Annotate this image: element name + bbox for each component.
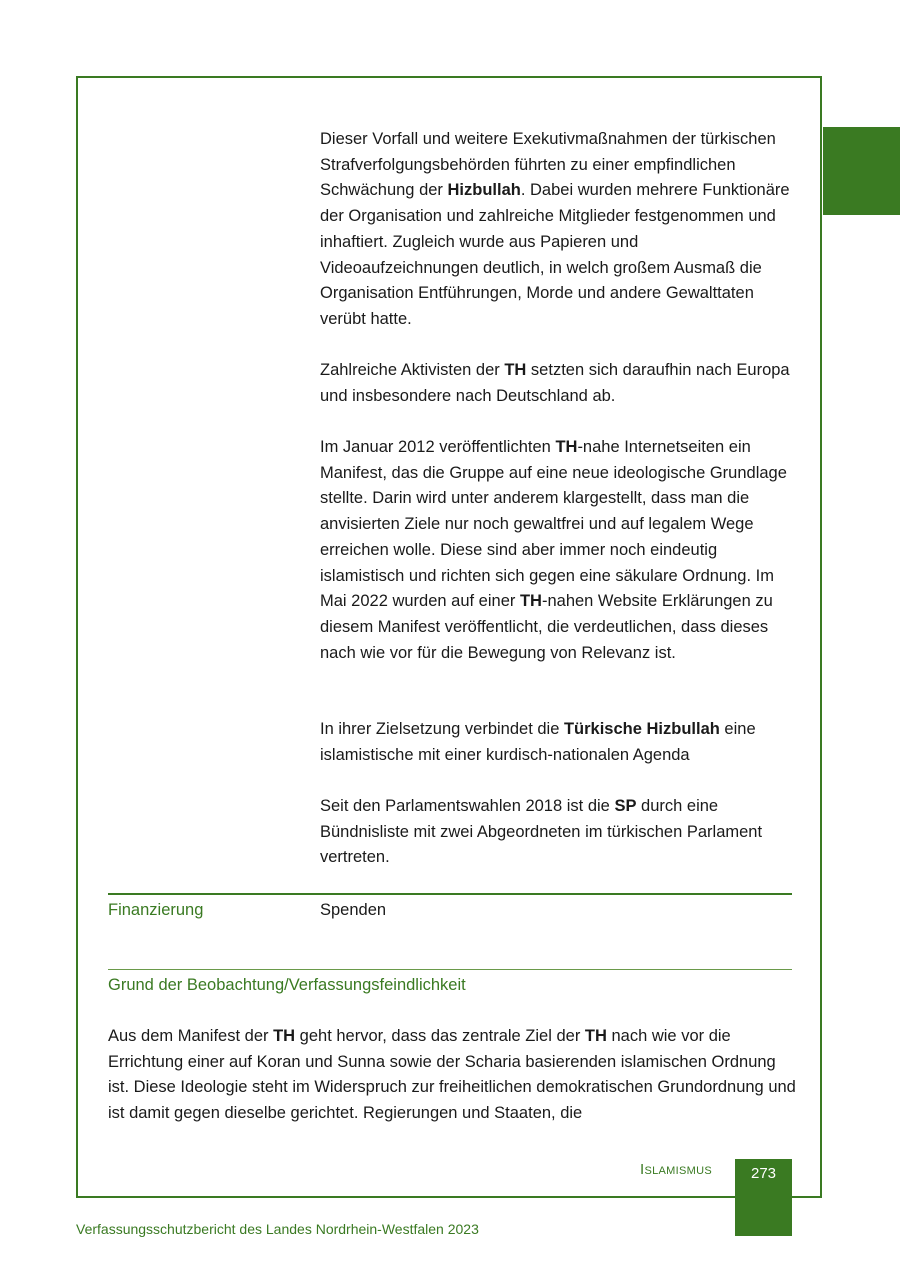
- section-name: Islamismus: [640, 1161, 712, 1178]
- observation-divider: [108, 969, 792, 970]
- page-number-box: [735, 1159, 792, 1236]
- report-title: Verfassungsschutzbericht des Landes Nordrhein-Westfalen 2023: [76, 1221, 479, 1237]
- paragraph-activists-europe: Zahlreiche Aktivisten der TH setzten sich daraufhin nach Europa und insbesondere nach Deutschland ab.: [320, 361, 790, 405]
- paragraph-manifest-2012: Im Januar 2012 veröffentlichten TH-nahe Internetseiten ein Manifest, das die Gruppe auf eine neue ideologische Grundlage stellte. Darin wird unter anderem klargestellt, dass man die anvisierten Ziele nur noch gewaltfrei und auf legalem Wege erreichen wolle. Diese sind aber immer noch eindeutig islamistisch und richten sich gegen eine säkulare Ordnung. Im Mai 2022 wurden auf einer TH-nahen Website Erklärungen zu diesem Manifest veröffentlicht, die verdeutlichen, dass dieses nach wie vor für die Bewegung von Relevanz ist.: [320, 438, 787, 662]
- page-number: 273: [750, 1165, 777, 1182]
- observation-heading: Grund der Beobachtung/Verfassungsfeindlichkeit: [108, 976, 466, 994]
- financing-label: Finanzierung: [108, 901, 204, 919]
- paragraph-hizbullah-weakening: Dieser Vorfall und weitere Exekutivmaßnahmen der türkischen Strafverfolgungsbehörden führten zu einer empfindlichen Schwächung der Hizbullah. Dabei wurden mehrere Funktionäre der Organisation und zahlreiche Mitglieder festgenommen und inhaftiert. Zugleich wurde aus Papieren und Videoaufzeichnungen deutlich, in welch großem Ausmaß die Organisation Entführungen, Morde und andere Gewalttaten verübt hatte.: [320, 130, 790, 328]
- paragraph-parliament: Seit den Parlamentswahlen 2018 ist die SP durch eine Bündnisliste mit zwei Abgeordneten im türkischen Parlament vertreten.: [320, 797, 763, 867]
- financing-divider: [108, 893, 792, 895]
- observation-paragraph: Aus dem Manifest der TH geht hervor, dass das zentrale Ziel der TH nach wie vor die Errichtung einer auf Koran und Sunna sowie der Scharia basierenden islamischen Ordnung ist. Diese Ideologie steht im Widerspruch zur freiheitlichen demokratischen Grundordnung und ist damit gegen dieselbe gerichtet. Regierungen und Staaten, die: [108, 1027, 796, 1123]
- financing-value: Spenden: [320, 901, 387, 919]
- chapter-tab-marker: [823, 127, 900, 215]
- paragraph-goals-agenda: In ihrer Zielsetzung verbindet die Türkische Hizbullah eine islamistische mit einer kurdisch-nationalen Agenda: [320, 720, 756, 764]
